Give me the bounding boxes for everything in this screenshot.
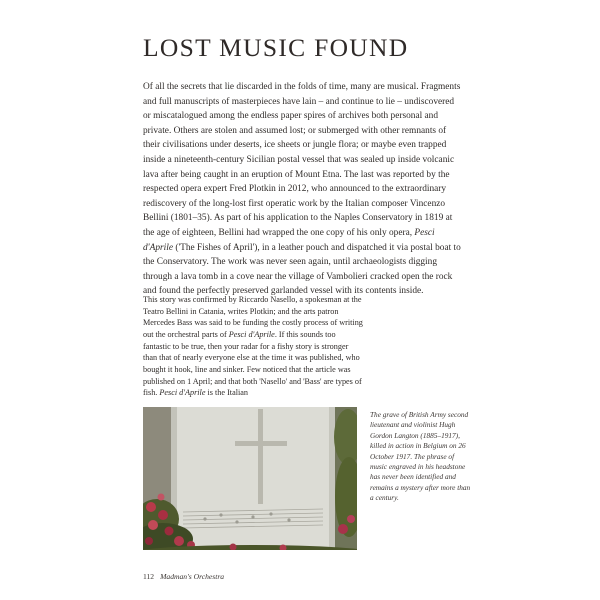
column-text-1: This story was confirmed by Riccardo Nasello, a spokesman at the Teatro Bellini in Catania, writes Plotkin; and the arts patron Mercedes Bass was said to be funding the costly process of writing out the orchestral parts of bbox=[143, 295, 363, 339]
opera-title: Pesci d'Aprile bbox=[228, 329, 275, 339]
intro-paragraph bbox=[143, 80, 461, 299]
column-text-3: is the Italian bbox=[205, 388, 248, 398]
column-text-2: . If this sounds too fantastic to be true, then your radar for a fishy story is stronger than that of nearly everyone else at the time it was published, who bought it hook, line and sinker. Few noticed that the article was published on 1 April; and that both 'Nasello' and 'Bass' are types of fish. bbox=[143, 329, 362, 398]
opera-title: Pesci d'Aprile bbox=[143, 227, 435, 253]
photo-caption: The grave of British Army second lieutenant and violinist Hugh Gordon Langton (1885–1917), killed in action in Belgium on 26 October 1917. The phrase of music engraved in his headstone has never been identified and remains a mystery after more than a century. bbox=[370, 410, 471, 503]
body-column-paragraph bbox=[143, 294, 363, 399]
page-footer bbox=[143, 572, 224, 581]
running-title: Madman's Orchestra bbox=[160, 572, 225, 581]
opera-title: Pesci d'Aprile bbox=[159, 388, 206, 398]
intro-text-1: Of all the secrets that lie discarded in the folds of time, many are musical. Fragments and full manuscripts of masterpieces have lain – and continue to lie – undiscovered or miscatalogued among the endless paper spires of archives both personal and private. Others are stolen and assumed lost; or submerged with other remnants of their civilisations under deserts, ice sheets or jungle flora; or maybe even trapped inside a nineteenth-century Sicilian postal vessel that was sealed up inside volcanic lava after being caught in an eruption of Mount Etna. The last was reported by the respected opera expert Fred Plotkin in 2012, who announced to the extraordinary rediscovery of the long-lost first operatic work by the Italian composer Vincenzo Bellini (1801–35). As part of his application to the Naples Conservatory in 1819 at the age of eighteen, Bellini had wrapped the one copy of his only opera, bbox=[143, 82, 461, 238]
intro-text-2: ('The Fishes of April'), in a leather pouch and dispatched it via postal boat to the Conservatory. The work was never seen again, until archaeologists digging through a lava tomb in a cove near the village of Vambolieri cracked open the rock and found the perfectly preserved garlanded vessel with its contents inside. bbox=[143, 242, 461, 297]
headstone-photo bbox=[143, 407, 357, 550]
page-number: 112 bbox=[143, 572, 155, 581]
headstone-illustration bbox=[143, 407, 357, 550]
page-title: LOST MUSIC FOUND bbox=[143, 33, 409, 62]
